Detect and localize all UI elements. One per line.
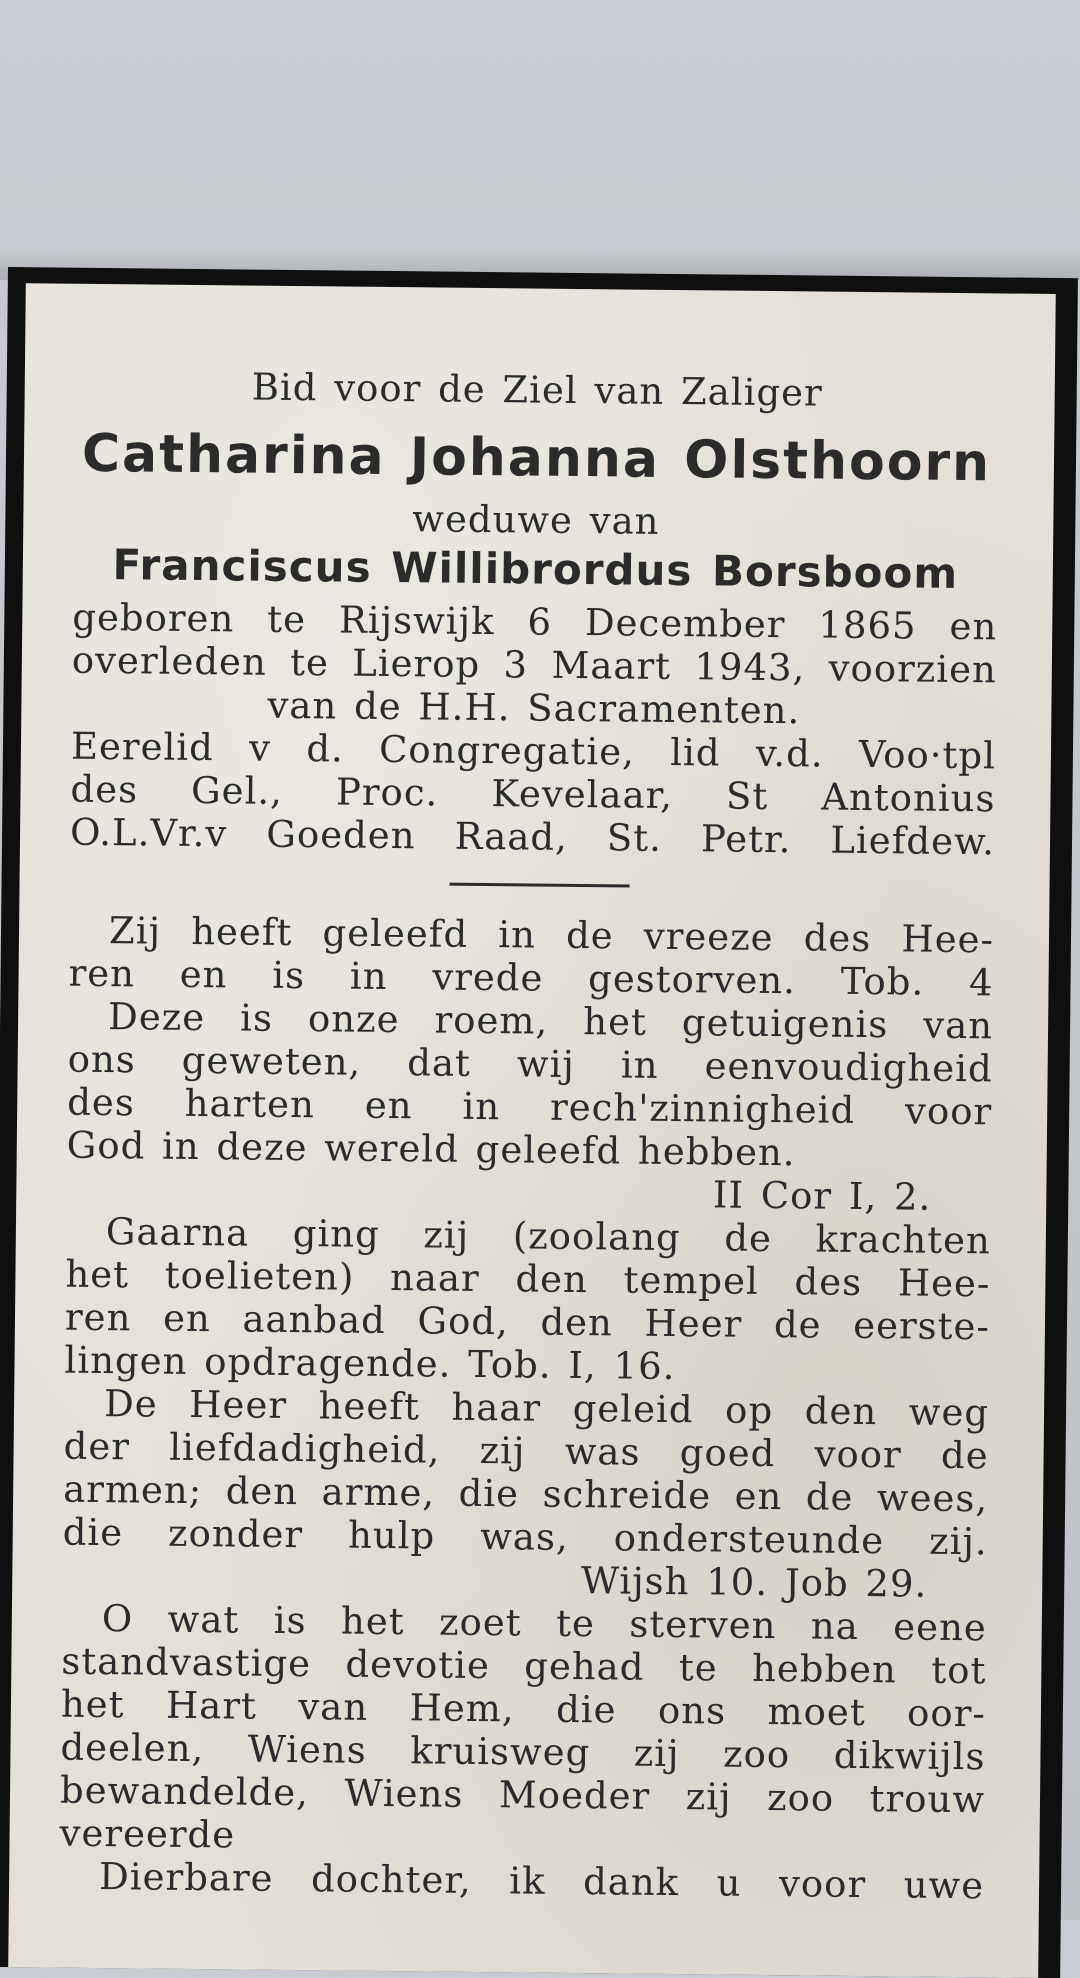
verse-line: Deze is onze roem, het getuigenis van <box>107 995 994 1048</box>
card-text <box>59 284 1001 1908</box>
verse-line: Zij heeft geleefd in de vreeze des Hee- <box>108 909 995 962</box>
verse-line: het toelieten) naar den tempel des Hee- <box>65 1252 991 1306</box>
verse-line: vereerde <box>59 1811 236 1857</box>
verse-line: De Heer heeft haar geleid op den weg <box>103 1382 990 1435</box>
scripture-reference: II Cor I, 2. <box>712 1173 932 1219</box>
memorial-card <box>0 267 1078 1978</box>
verse-line: ren en aanbad God, den Heer de eerste- <box>64 1295 991 1349</box>
verse-line: die zonder hulp was, ondersteunde zij. <box>62 1510 988 1564</box>
divider-rule <box>450 883 630 888</box>
scripture-reference: Wijsh 10. Job 29. <box>580 1559 928 1606</box>
spouse-name: Franciscus Willibrordus Borsboom <box>112 540 959 598</box>
deceased-name: Catharina Johanna Olsthoorn <box>81 423 992 494</box>
card-paper <box>8 283 1056 1978</box>
verse-line: Dierbare dochter, ik dank u voor uwe <box>98 1855 985 1908</box>
verse-line: God in deze wereld geleefd hebben. <box>66 1123 796 1175</box>
intro-line: Bid voor de Ziel van Zaliger <box>251 365 823 415</box>
sacraments-line: van de H.H. Sacramenten. <box>267 683 801 733</box>
died-line: overleden te Lierop 3 Maart 1943, voorzien <box>71 638 998 692</box>
membership-line: des Gel., Proc. Kevelaar, St Antonius <box>70 767 996 821</box>
verse-line: O wat is het zoet te sterven na eene <box>101 1597 988 1650</box>
verse-line: bewandelde, Wiens Moeder zij zoo trouw <box>59 1768 986 1822</box>
membership-line: Eerelid v d. Congregatie, lid v.d. Voo·tpl <box>70 724 997 778</box>
verse-line: ons geweten, dat wij in eenvoudigheid <box>67 1037 993 1091</box>
verse-line: Gaarna ging zij (zoolang de krachten <box>105 1210 992 1263</box>
verse-line: ren en is in vrede gestorven. Tob. 4 <box>68 951 994 1005</box>
relation-line: weduwe van <box>412 497 660 543</box>
verse-line: standvastige devotie gehad te hebben tot <box>61 1639 987 1693</box>
verse-line: des harten en in rech'zinnigheid voor <box>67 1080 993 1134</box>
verse-line: armen; den arme, die schreide en de wees, <box>62 1467 989 1521</box>
born-line: geboren te Rijswijk 6 December 1865 en <box>72 595 998 649</box>
verse-line: deelen, Wiens kruisweg zij zoo dikwijls <box>60 1725 986 1779</box>
verse-line: het Hart van Hem, die ons moet oor- <box>60 1682 987 1736</box>
membership-line: O.L.Vr.v Goeden Raad, St. Petr. Liefdew. <box>69 810 996 864</box>
verse-line: lingen opdragende. Tob. I, 16. <box>64 1338 676 1389</box>
verse-line: der liefdadigheid, zij was goed voor de <box>63 1424 989 1478</box>
